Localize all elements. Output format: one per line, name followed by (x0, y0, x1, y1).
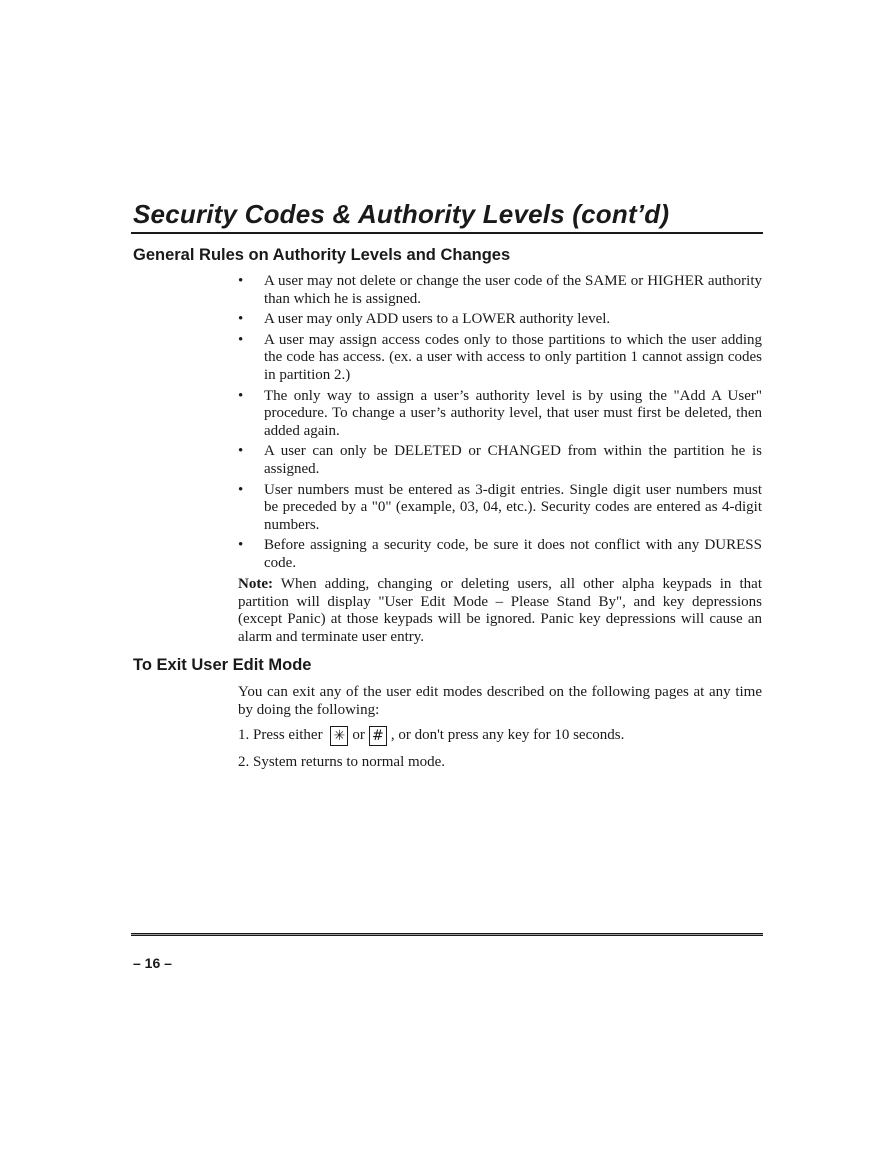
step-text: Press either (253, 727, 323, 743)
list-item-text: A user may not delete or change the user code of the SAME or HIGHER authority than which he is assigned. (264, 273, 762, 307)
section-heading-exit-edit-mode: To Exit User Edit Mode (133, 656, 312, 674)
list-item (238, 388, 762, 441)
step-number: 2. (238, 754, 250, 770)
page-number: – 16 – (133, 955, 172, 971)
exit-intro-paragraph: You can exit any of the user edit modes described on the following pages at any time by doing the following: (238, 684, 762, 718)
page-title: Security Codes & Authority Levels (cont’d) (133, 199, 670, 229)
section-heading-general-rules: General Rules on Authority Levels and Changes (133, 246, 511, 264)
bullet-icon: • (238, 387, 244, 404)
note-text: When adding, changing or deleting users, all other alpha keypads in that partition will display "User Edit Mode – Please Stand By", and key depressions (except Panic) at those keypads will be ignored. Panic key depressions will cause an alarm and terminate user entry. (238, 576, 762, 645)
list-item-text: User numbers must be entered as 3-digit entries. Single digit user numbers must be preceded by a "0" (example, 03, 04, etc.). Security codes are entered as 4-digit numbers. (264, 481, 762, 533)
step-text: System returns to normal mode. (253, 754, 446, 770)
step-number: 1. (238, 727, 250, 743)
list-item-text: A user may assign access codes only to those partitions to which the user adding the code has access. (ex. a user with access to only partition 1 cannot assign codes in partition 2.) (264, 331, 762, 383)
list-item (238, 311, 762, 329)
step-1 (238, 725, 762, 746)
step-text: , or don't press any key for 10 seconds. (390, 727, 625, 743)
bullet-icon: • (238, 481, 244, 498)
list-item-text: Before assigning a security code, be sure it does not conflict with any DURESS code. (264, 537, 762, 571)
bullet-icon: • (238, 443, 244, 460)
note-label: Note: (238, 576, 273, 592)
rules-list (238, 273, 762, 576)
list-item (238, 443, 762, 478)
step-connector: or (352, 727, 365, 743)
bullet-icon: • (238, 537, 244, 554)
list-item (238, 332, 762, 385)
list-item-text: A user may only ADD users to a LOWER authority level. (264, 311, 611, 328)
list-item-text: The only way to assign a user’s authority level is by using the "Add A User" procedure. To change a user’s authority level, that user must first be deleted, then added again. (264, 387, 762, 439)
bullet-icon: • (238, 273, 244, 289)
note-paragraph (238, 576, 762, 646)
star-key-icon: ✳ (330, 726, 348, 746)
list-item (238, 482, 762, 535)
bullet-icon: • (238, 311, 244, 328)
step-2 (238, 752, 762, 772)
list-item-text: A user can only be DELETED or CHANGED from within the partition he is assigned. (264, 443, 762, 477)
footer-divider (131, 933, 763, 936)
pound-key-icon: # (369, 726, 387, 746)
title-divider (131, 232, 763, 234)
list-item (238, 537, 762, 572)
bullet-icon: • (238, 331, 244, 348)
list-item (238, 273, 762, 308)
